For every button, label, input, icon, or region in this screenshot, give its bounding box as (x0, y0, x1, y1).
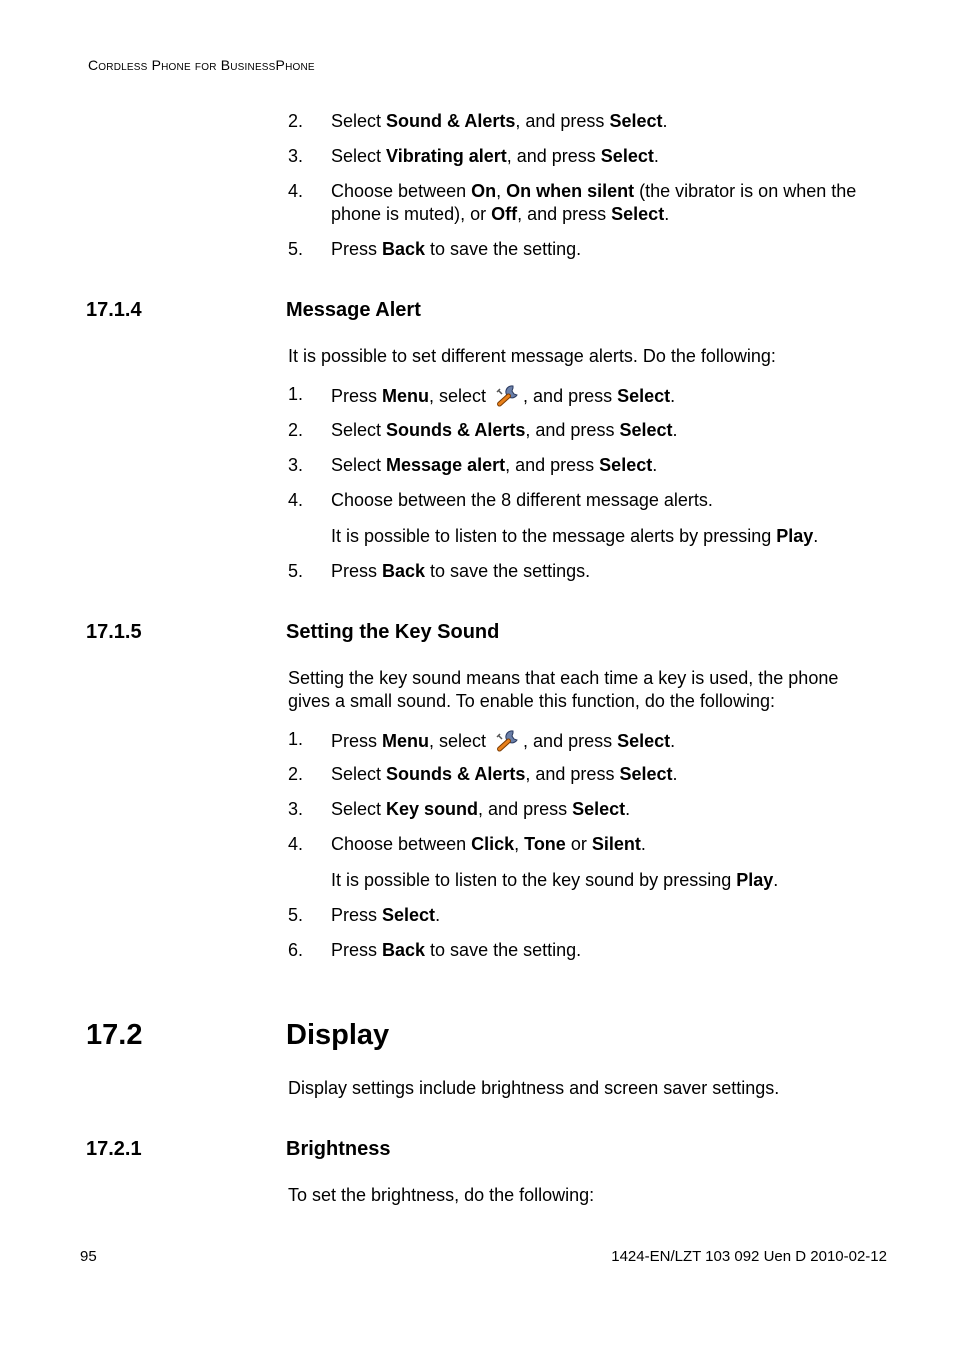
list-number: 1. (288, 729, 304, 749)
list-text: Choose between On, On when silent (the vibrator is on when the (331, 181, 857, 201)
list-number: 5. (288, 561, 304, 581)
list-number: 4. (288, 181, 304, 201)
paragraph: Setting the key sound means that each time a key is used, the phone (288, 668, 839, 688)
chapter-section-title: Display (286, 1019, 390, 1051)
paragraph: To set the brightness, do the following: (288, 1185, 595, 1205)
section-number: 17.2.1 (86, 1138, 142, 1160)
list-text: Choose between the 8 different message alerts. (331, 490, 713, 510)
list-number: 2. (288, 111, 304, 131)
list-number: 3. (288, 799, 304, 819)
list-number: 2. (288, 420, 304, 440)
list-text: phone is muted), or Off, and press Select. (331, 204, 670, 224)
page-number: 95 (80, 1248, 97, 1265)
section-number: 17.1.4 (86, 299, 142, 321)
list-text: Press Back to save the settings. (331, 561, 591, 581)
list-text: Select Key sound, and press Select. (331, 799, 631, 819)
paragraph: Display settings include brightness and screen saver settings. (288, 1078, 780, 1098)
list-text: Press Menu, select , and press Select. (331, 383, 675, 409)
section-number: 17.1.5 (86, 621, 142, 643)
running-header: Cordless Phone for BusinessPhone (88, 57, 315, 73)
section-title: Setting the Key Sound (286, 621, 500, 643)
list-text: Select Sounds & Alerts, and press Select. (331, 420, 678, 440)
wrench-settings-icon (493, 383, 521, 409)
chapter-section-number: 17.2 (86, 1019, 143, 1051)
document-id: 1424-EN/LZT 103 092 Uen D 2010-02-12 (611, 1248, 887, 1265)
list-text: Select Sounds & Alerts, and press Select. (331, 764, 678, 784)
list-text: Choose between Click, Tone or Silent. (331, 834, 646, 854)
section-title: Message Alert (286, 299, 421, 321)
section-title: Brightness (286, 1138, 391, 1160)
note-text: It is possible to listen to the key sound by pressing Play. (331, 870, 779, 890)
list-text: Press Back to save the setting. (331, 239, 582, 259)
list-text: Press Menu, select , and press Select. (331, 728, 675, 754)
paragraph: It is possible to set different message alerts. Do the following: (288, 346, 776, 366)
list-number: 4. (288, 490, 304, 510)
list-number: 5. (288, 905, 304, 925)
list-text: Select Message alert, and press Select. (331, 455, 658, 475)
list-text: Select Vibrating alert, and press Select. (331, 146, 659, 166)
list-number: 3. (288, 455, 304, 475)
list-number: 5. (288, 239, 304, 259)
list-number: 4. (288, 834, 304, 854)
paragraph: gives a small sound. To enable this function, do the following: (288, 691, 775, 711)
list-text: Press Back to save the setting. (331, 940, 582, 960)
list-number: 3. (288, 146, 304, 166)
list-number: 6. (288, 940, 304, 960)
list-text: Press Select. (331, 905, 441, 925)
list-number: 1. (288, 384, 304, 404)
note-text: It is possible to listen to the message alerts by pressing Play. (331, 526, 819, 546)
list-text: Select Sound & Alerts, and press Select. (331, 111, 668, 131)
wrench-settings-icon (493, 728, 521, 754)
list-number: 2. (288, 764, 304, 784)
